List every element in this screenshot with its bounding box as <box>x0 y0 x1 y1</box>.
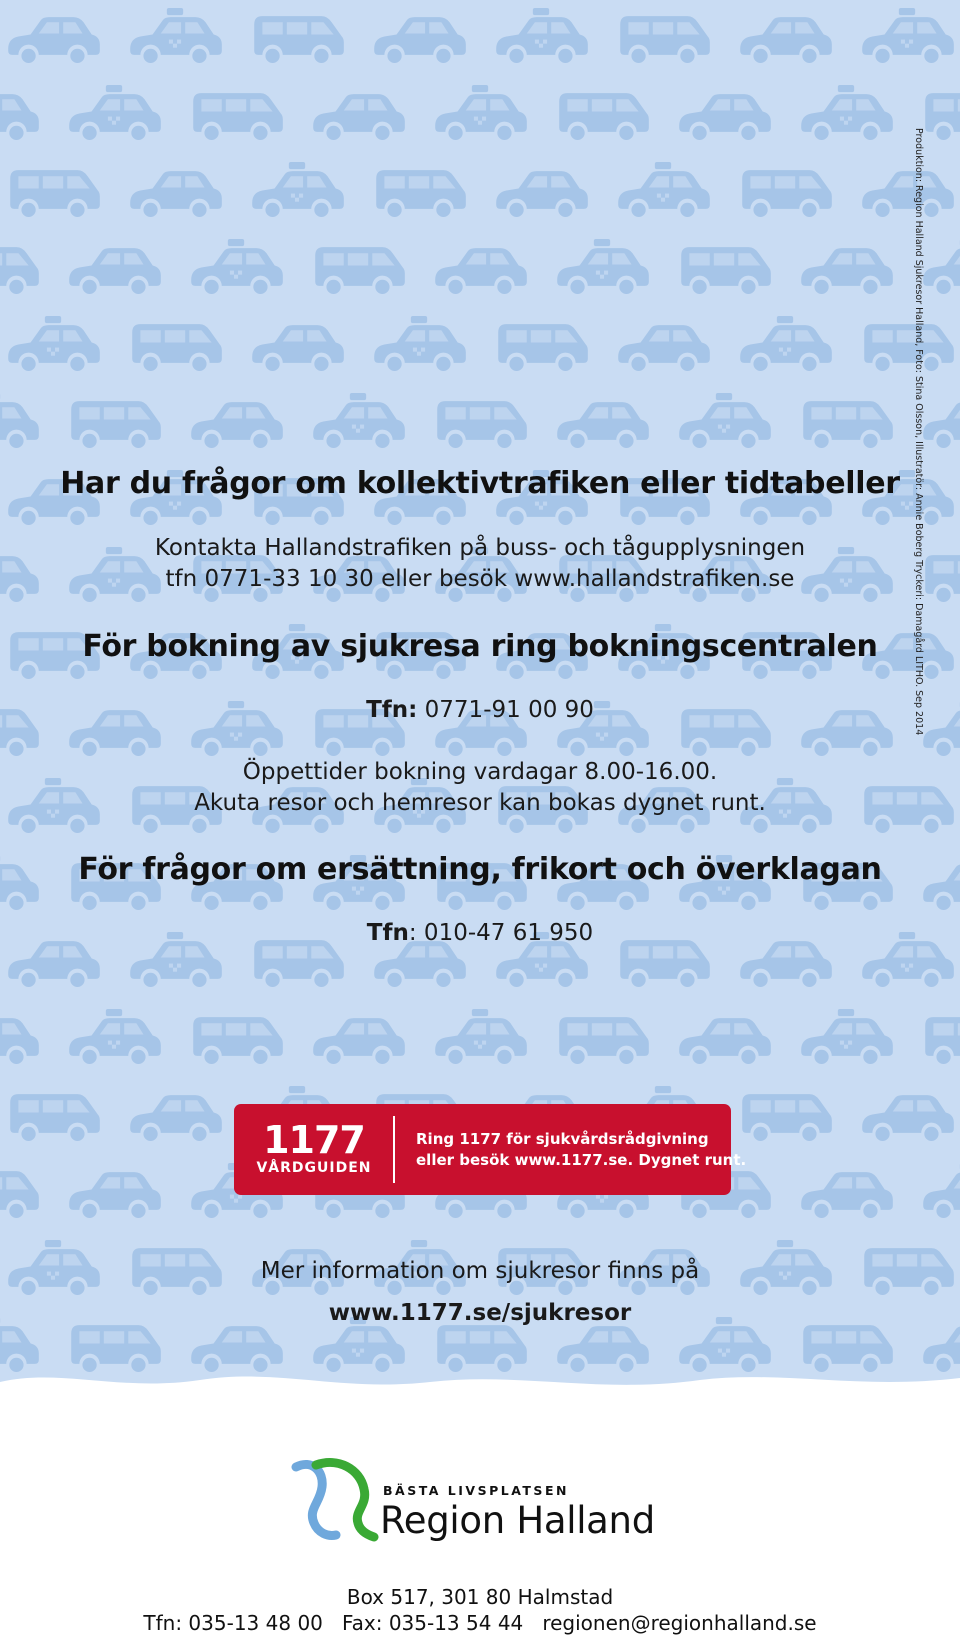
more-info-text: Mer information om sjukresor finns på <box>260 1258 700 1284</box>
footer-address: Box 517, 301 80 Halmstad <box>346 1585 614 1609</box>
traffic-line-1: Kontakta Hallandstrafiken på buss- och tågupplysningen <box>154 535 806 561</box>
heading-traffic: Har du frågor om kollektivtrafiken eller tidtabeller <box>60 466 900 501</box>
booking-phone-label: Tfn: <box>366 697 418 723</box>
heading-booking: För bokning av sjukresa ring bokningscentralen <box>82 629 878 664</box>
heading-compensation: För frågor om ersättning, frikort och överklagan <box>78 852 882 887</box>
compensation-phone <box>0 918 960 949</box>
vardguiden-name: VÅRDGUIDEN <box>256 1160 372 1176</box>
traffic-line-2: tfn 0771-33 10 30 eller besök www.hallandstrafiken.se <box>165 566 795 592</box>
compensation-phone-number: : 010-47 61 950 <box>408 920 594 946</box>
vardguiden-text <box>416 1129 746 1171</box>
logo-name: Region Halland <box>380 1499 655 1542</box>
booking-hours-line-2: Akuta resor och hemresor kan bokas dygnet runt. <box>194 790 766 816</box>
logo-tagline: BÄSTA LIVSPLATSEN <box>383 1483 569 1498</box>
footer-contact: Tfn: 035-13 48 00 Fax: 035-13 54 44 regionen@regionhalland.se <box>143 1611 817 1635</box>
booking-phone <box>0 695 960 726</box>
vardguiden-line-1: Ring 1177 för sjukvårdsrådgivning <box>416 1130 709 1148</box>
production-credit: Produktion: Region Halland Sjukresor Halland, Foto: Stina Olsson, Illustratör: Annie Boberg Tryckeri: Damagård LITHO. Sep 2014 <box>913 128 924 736</box>
booking-hours-line-1: Öppettider bokning vardagar 8.00-16.00. <box>242 759 718 785</box>
vardguiden-banner[interactable] <box>234 1104 747 1195</box>
more-info-link[interactable]: www.1177.se/sjukresor <box>328 1300 632 1326</box>
vardguiden-divider <box>393 1116 395 1183</box>
region-halland-logo <box>290 1457 670 1547</box>
compensation-phone-label: Tfn <box>366 920 409 946</box>
logo-mark-icon <box>290 1457 380 1547</box>
vardguiden-number: 1177 <box>263 1118 365 1162</box>
booking-phone-number: 0771-91 00 90 <box>424 697 594 723</box>
vardguiden-line-2: eller besök www.1177.se. Dygnet runt. <box>416 1151 747 1169</box>
